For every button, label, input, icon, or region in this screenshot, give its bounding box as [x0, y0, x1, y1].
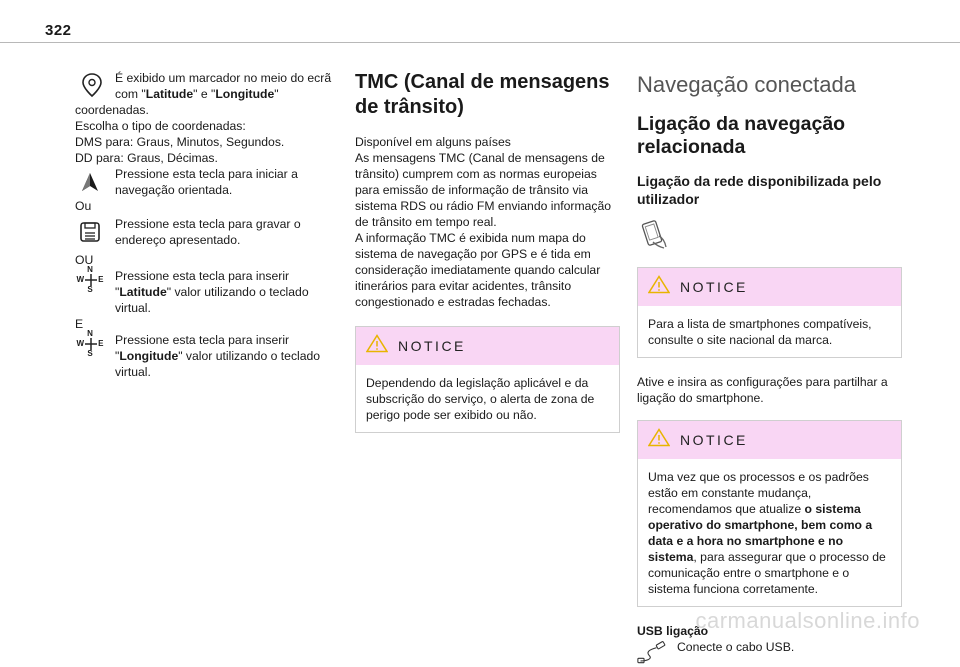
- and-text: E: [75, 317, 84, 331]
- column-1: [75, 70, 335, 380]
- section-title: Navegação conectada: [637, 72, 856, 97]
- dms-text: DMS para: Graus, Minutos, Segundos.: [75, 135, 285, 149]
- footer-watermark: carmanualsonline.info: [695, 608, 920, 633]
- notice-header: [356, 327, 619, 365]
- navigation-arrow-icon: [75, 168, 105, 196]
- tmc-body: Disponível em alguns países As mensagens TMC (Canal de mensagens de trânsito) cumprem com as normas europeias para emissão de informação de trânsito via sistema RDS ou rádio FM enviando informação de trânsito em tempo real. A informação TMC é exibida num mapa do sistema de navegação por GPS e é tida em consideração imediatamente quando calcular itinerários para evitar acidentes, trânsito congestionado e estradas fechadas.: [355, 135, 612, 309]
- connection-title: Ligação da navegação relacionada: [637, 113, 846, 158]
- notice-label: NOTICE: [398, 338, 466, 354]
- usb-cable-icon: [637, 639, 667, 667]
- usb-title: USB ligação: [637, 624, 709, 638]
- notice-text: Dependendo da legislação aplicável e da subscrição do serviço, o alerta de zona de perigo pode ser exibido ou não.: [366, 376, 595, 422]
- longitude-row: N W E S Pressione esta tecla para inserir "Longitude" valor utilizando o teclado virtual.: [76, 329, 321, 379]
- save-address-row: Pressione esta tecla para gravar o endereço apresentado.: [75, 216, 335, 248]
- notice-box-tmc: [355, 326, 620, 433]
- dd-text: DD para: Graus, Décimas.: [75, 151, 218, 165]
- warning-triangle-icon: [648, 275, 670, 299]
- latitude-row: N W E S Pressione esta tecla para inserir "Latitude" valor utilizando o teclado virtual.: [76, 265, 309, 315]
- choose-coordinates: Escolha o tipo de coordenadas:: [75, 119, 246, 133]
- notice-header: [638, 268, 901, 306]
- notice-label: NOTICE: [680, 432, 748, 448]
- start-navigation-row: Pressione esta tecla para iniciar a navegação orientada.: [75, 166, 335, 198]
- column-3: [637, 70, 902, 655]
- notice-box-smartphones: [637, 267, 902, 358]
- warning-triangle-icon: [366, 334, 388, 358]
- page-number: 322: [45, 22, 72, 39]
- or-text-2: OU: [75, 253, 94, 267]
- save-floppy-icon: [75, 218, 105, 246]
- header-divider: [0, 42, 960, 43]
- column-2: [355, 70, 620, 449]
- compass-icon: N W E S: [76, 265, 104, 294]
- notice-box-updates: [637, 420, 902, 607]
- notice-text: Para a lista de smartphones compatíveis, consulte o site nacional da marca.: [648, 317, 872, 347]
- activate-text: Ative e insira as configurações para partilhar a ligação do smartphone.: [637, 375, 888, 405]
- marker-paragraph: É exibido um marcador no meio do ecrã com "Latitude" e "Longitude" coordenadas.: [75, 71, 332, 117]
- notice-text: Uma vez que os processos e os padrões estão em constante mudança, recomendamos que atualize o sistema operativo do smartphone, bem como a data e a hora no smartphone e no sistema, para assegurar que o processo de comunicação entre o smartphone e o sistema funciona corretamente.: [648, 470, 886, 596]
- notice-label: NOTICE: [680, 279, 748, 295]
- smartphone-icon: [639, 220, 902, 255]
- tmc-title: TMC (Canal de mensagens de trânsito): [355, 71, 610, 118]
- location-pin-icon: [75, 70, 109, 100]
- warning-triangle-icon: [648, 428, 670, 452]
- notice-header: [638, 421, 901, 459]
- usb-row: Conecte o cabo USB.: [637, 639, 902, 655]
- network-subtitle: Ligação da rede disponibilizada pelo utilizador: [637, 173, 882, 207]
- or-text-1: Ou: [75, 199, 92, 213]
- compass-icon: N W E S: [76, 329, 104, 358]
